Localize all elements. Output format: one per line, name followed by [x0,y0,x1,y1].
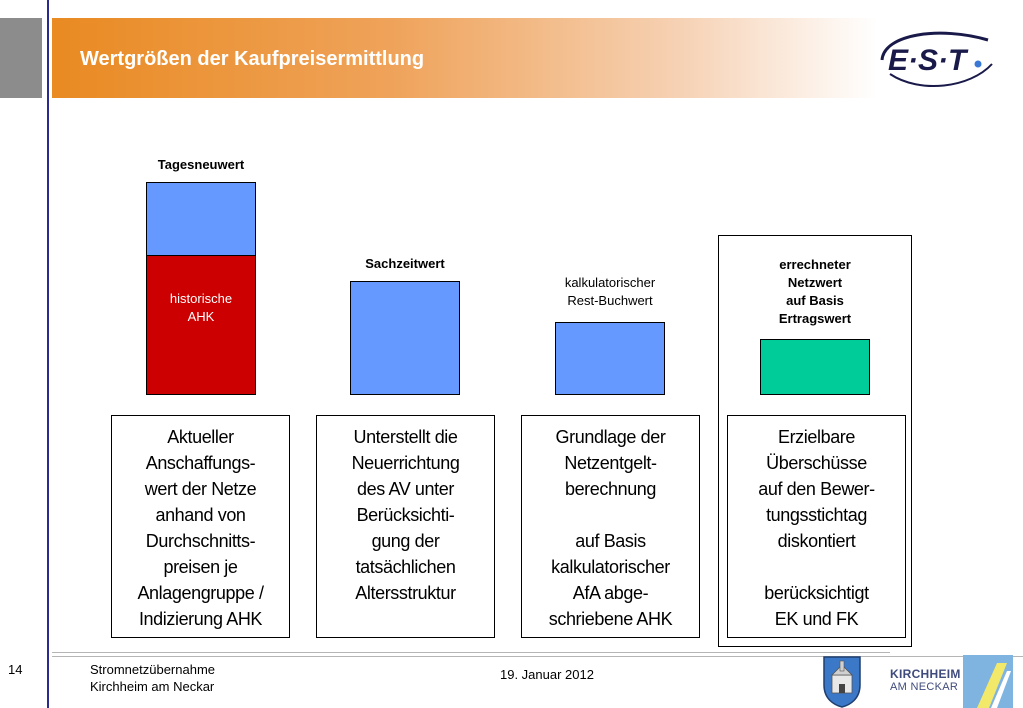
label-historische-ahk-line: historische [169,291,233,306]
desc-line [522,502,699,528]
desc-line: Grundlage der [555,427,666,447]
desc-line: tatsächlichen [355,557,456,577]
crest-icon [822,655,862,708]
desc-line: Aktueller [167,427,234,447]
desc-line: Anlagengruppe / [137,583,264,603]
footer-date: 19. Januar 2012 [500,667,594,682]
desc-line: Neuerrichtung [351,453,460,473]
desc-line: Überschüsse [766,453,867,473]
footer-divider [52,652,890,653]
desc-line: wert der Netze [144,479,257,499]
desc-box-rest-buchwert [521,415,700,638]
desc-line: Durchschnitts- [145,531,256,551]
label-historische-ahk-line: AHK [187,309,215,324]
label-rest-buchwert-line: Rest-Buchwert [567,293,653,308]
footer-subject [90,661,215,695]
sidebar-gray-block [0,18,42,98]
label-rest-buchwert-line: kalkulatorischer [564,275,656,290]
sidebar-blue-line [47,0,49,708]
kirchheim-wordmark [890,668,961,694]
desc-line: auf den Bewer- [758,479,875,499]
logo-text: E·S·T [888,44,967,77]
desc-box-ertragswert [727,415,906,638]
desc-line: Anschaffungs- [145,453,256,473]
label-tagesneuwert: Tagesneuwert [157,157,245,172]
desc-line: auf Basis [575,531,646,551]
desc-line: Erzielbare [777,427,856,447]
page-number: 14 [8,662,23,677]
label-ertragswert-line: auf Basis [786,293,844,308]
footer-subject-line: Kirchheim am Neckar [90,679,215,694]
desc-box-sachzeitwert [316,415,495,638]
desc-line: AfA abge- [572,583,649,603]
kirchheim-title: KIRCHHEIM [890,667,961,681]
kirchheim-emblem-icon [963,655,1013,708]
label-rest-buchwert [528,274,692,310]
label-ertragswert-line: Netzwert [787,275,843,290]
desc-line [728,554,905,580]
label-ertragswert-line: errechneter [779,257,851,272]
desc-line: preisen je [163,557,238,577]
est-logo [870,24,1000,96]
desc-box-tagesneuwert [111,415,290,638]
footer-subject-line: Stromnetzübernahme [90,662,216,677]
bar-ertragswert [760,339,870,395]
desc-line: Unterstellt die [353,427,458,447]
desc-line: des AV unter [357,479,454,499]
desc-line: Netzentgelt- [564,453,657,473]
desc-line: tungsstichtag [766,505,867,525]
desc-line: schriebene AHK [548,609,673,629]
desc-line: anhand von [155,505,246,525]
desc-line: berücksichtigt [764,583,869,603]
bar-rest-buchwert [555,322,665,395]
desc-line: gung der [371,531,440,551]
desc-line: EK und FK [774,609,859,629]
desc-line: Altersstruktur [355,583,456,603]
footer-divider [52,656,1023,657]
label-ertragswert [733,256,897,328]
label-historische-ahk [146,290,256,326]
desc-line: diskontiert [777,531,856,551]
label-ertragswert-line: Ertragswert [778,311,852,326]
desc-line: kalkulatorischer [551,557,670,577]
desc-line: Berücksichti- [356,505,455,525]
bar-tagesneuwert-top [146,182,256,256]
kirchheim-subtitle: AM NECKAR [890,681,959,693]
desc-line: Indizierung AHK [138,609,263,629]
page-title: Wertgrößen der Kaufpreisermittlung [80,48,425,70]
label-sachzeitwert: Sachzeitwert [365,256,445,271]
bar-sachzeitwert [350,281,460,395]
desc-line: berechnung [564,479,657,499]
